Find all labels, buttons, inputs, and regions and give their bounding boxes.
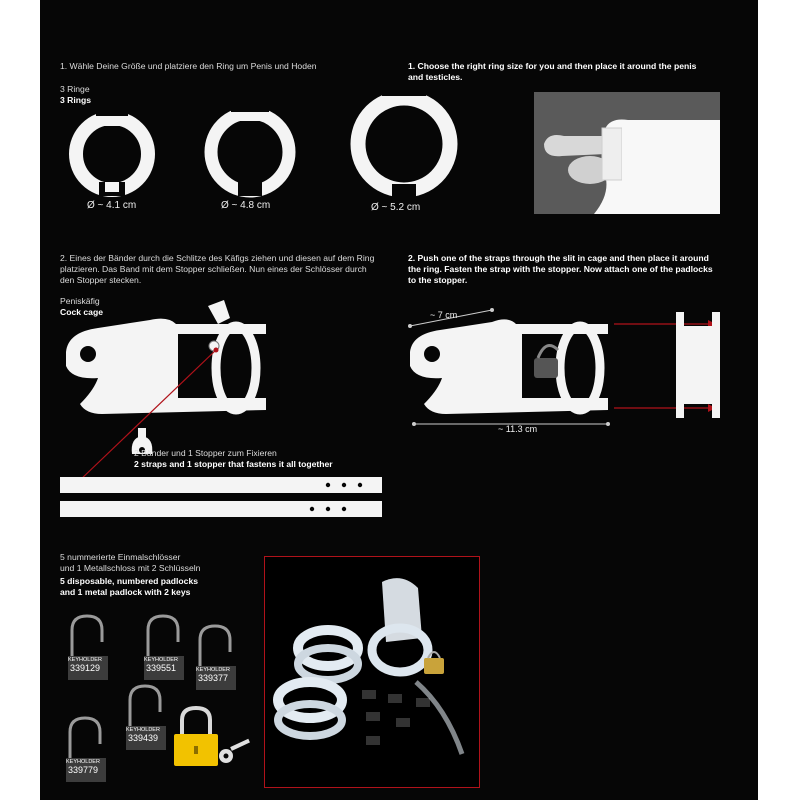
- padlocks-label-de-1: 5 nummerierte Einmalschlösser: [60, 552, 181, 562]
- cage-length-label: ~ 11.3 cm: [498, 424, 538, 434]
- step2-text-de: 2. Eines der Bänder durch die Schlitze des Käfigs ziehen und diesen auf dem Ring platzieren. Das Band mit dem Stopper schließen. Nun eines der Schlösser durch den Stopper stecken.: [60, 253, 375, 285]
- cage-width-label: ~ 7 cm: [430, 310, 458, 320]
- padlocks-label-en-1: 5 disposable, numbered padlocks: [60, 576, 199, 586]
- ring-placement-photo: [534, 92, 720, 214]
- padlock-4-number: 339439: [128, 733, 159, 743]
- padlock-3-brand: KEYHOLDER: [196, 667, 230, 673]
- padlock-3-number: 339377: [198, 673, 229, 683]
- padlock-1-number: 339129: [70, 663, 101, 673]
- cage-label-en: Cock cage: [60, 307, 103, 317]
- ring-small-illustration: [62, 104, 162, 200]
- padlocks-label-en-2: and 1 metal padlock with 2 keys: [60, 587, 191, 597]
- ring-side-view: [676, 312, 722, 418]
- padlock-2-brand: KEYHOLDER: [144, 657, 178, 663]
- ring-large-size: Ø ~ 5.2 cm: [371, 202, 421, 213]
- padlock-5-number: 339779: [68, 765, 99, 775]
- straps-label-en: 2 straps and 1 stopper that fastens it all together: [134, 459, 333, 469]
- product-photo: [266, 558, 478, 786]
- ring-medium-size: Ø ~ 4.8 cm: [221, 200, 271, 211]
- ring-large-illustration: [342, 88, 466, 200]
- ring-small-size: Ø ~ 4.1 cm: [87, 200, 137, 211]
- cage-label-de: Peniskäfig: [60, 296, 100, 306]
- rings-label-de: 3 Ringe: [60, 84, 90, 94]
- step1-text-en: 1. Choose the right ring size for you and then place it around the penis and testicles.: [408, 61, 697, 82]
- step1-text-de: 1. Wähle Deine Größe und platziere den Ring um Penis und Hoden: [60, 61, 317, 71]
- key-icon: [216, 736, 256, 766]
- padlocks-label-de-2: und 1 Metallschloss mit 2 Schlüsseln: [60, 563, 201, 573]
- straps-label-de: 2 Bänder und 1 Stopper zum Fixieren: [134, 448, 277, 458]
- padlock-4-brand: KEYHOLDER: [126, 727, 160, 733]
- instruction-sheet: [40, 0, 758, 800]
- ring-medium-illustration: [195, 100, 305, 200]
- padlock-5-brand: KEYHOLDER: [66, 759, 100, 765]
- padlock-2-number: 339551: [146, 663, 177, 673]
- straps-illustration: [60, 474, 382, 520]
- padlock-1-brand: KEYHOLDER: [68, 657, 102, 663]
- step2-text-en: 2. Push one of the straps through the slit in cage and then place it around the ring. Fasten the strap with the stopper. Now attach one of the padlocks to the stopper.: [408, 253, 713, 285]
- rings-label-en: 3 Rings: [60, 95, 92, 105]
